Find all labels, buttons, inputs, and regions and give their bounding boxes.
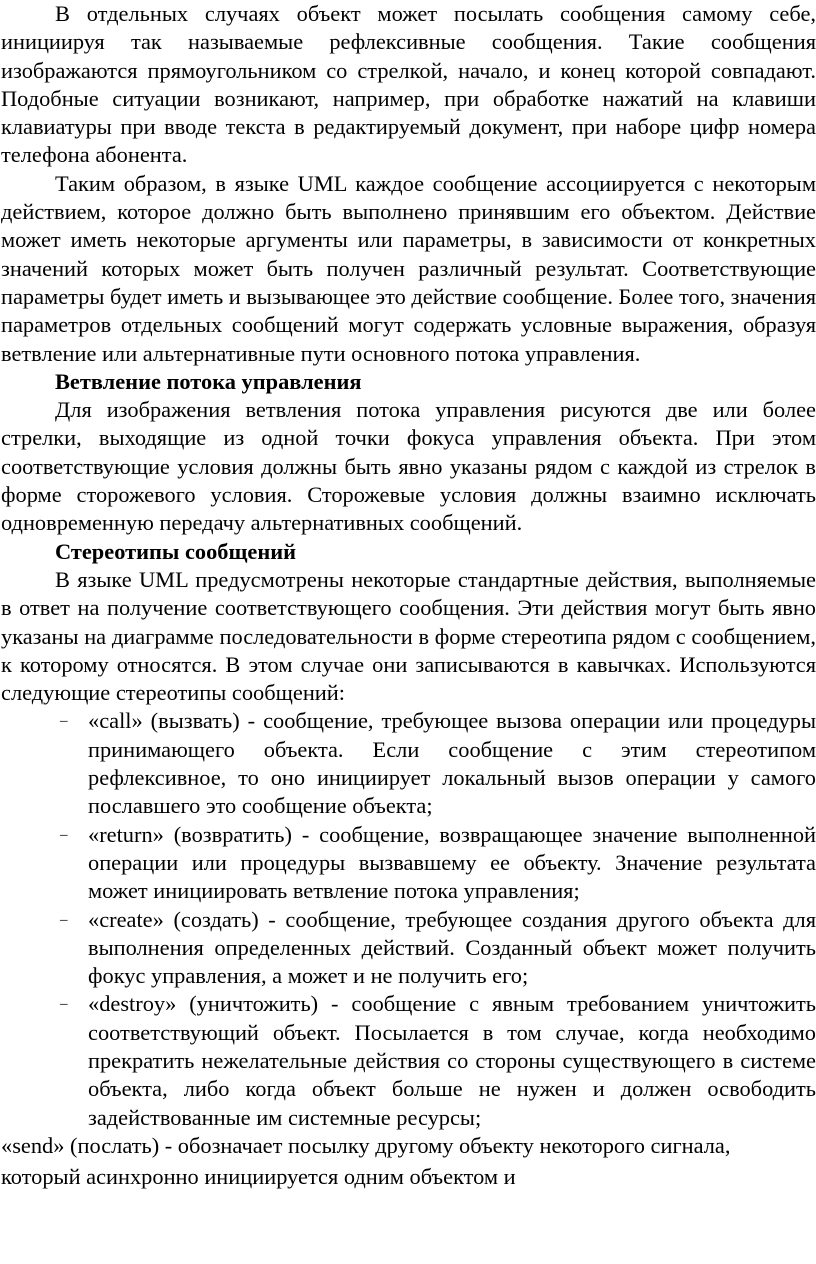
list-item-text: «destroy» (уничтожить) - сообщение с явным требованием уничтожить соответствующий объект. Посылается в том случае, когда необходимо прекратить нежелательные действия со стороны существующего в системе объекта, либо когда объект больше не нужен и должен освободить задействованные им системные ресурсы; bbox=[88, 991, 816, 1130]
list-bullet: – bbox=[60, 713, 68, 730]
paragraph-message-actions: Таким образом, в языке UML каждое сообщение ассоциируется с некоторым действием, которое должно быть выполнено принявшим его объектом. Действие может иметь некоторые аргументы или параметры, в зависимости от конкретных значений которых может быть получен различный результат. Соответствующие параметры будет иметь и вызывающее это действие сообщение. Более того, значения параметров отдельных сообщений могут содержать условные выражения, образуя ветвление или альтернативные пути основного потока управления. bbox=[1, 170, 816, 366]
list-item-destroy bbox=[1, 990, 816, 1131]
line-send-stereotype: «send» (послать) - обозначает посылку другому объекту некоторого сигнала, bbox=[1, 1132, 731, 1158]
list-item-call bbox=[1, 707, 816, 820]
list-item-text: «return» (возвратить) - сообщение, возвращающее значение выполненной операции или процедуры вызвавшему ее объекту. Значение результата может инициировать ветвление потока управления; bbox=[88, 821, 816, 904]
heading-control-flow-branching: Ветвление потока управления bbox=[55, 368, 362, 394]
list-item-return bbox=[1, 821, 816, 906]
list-bullet: – bbox=[60, 996, 68, 1013]
paragraph-branching: Для изображения ветвления потока управления рисуются две или более стрелки, выходящие из одной точки фокуса управления объекта. При этом соответствующие условия должны быть явно указаны рядом с каждой из стрелок в форме сторожевого условия. Сторожевые условия должны взаимно исключать одновременную передачу альтернативных сообщений. bbox=[1, 397, 816, 536]
stereotype-list bbox=[1, 707, 816, 1131]
paragraph-stereotypes-intro: В языке UML предусмотрены некоторые стандартные действия, выполняемые в ответ на получение соответствующего сообщения. Эти действия могут быть явно указаны на диаграмме последовательности в форме стереотипа рядом с сообщением, к которому относятся. В этом случае они записываются в кавычках. Используются следующие стереотипы сообщений: bbox=[1, 566, 816, 706]
paragraph-reflexive-messages: В отдельных случаях объект может посылать сообщения самому себе, инициируя так называемые рефлексивные сообщения. Такие сообщения изображаются прямоугольником со стрелкой, начало, и конец которой совпадают. Подобные ситуации возникают, например, при обработке нажатий на клавиши клавиатуры при вводе текста в редактируемый документ, при наборе цифр номера телефона абонента. bbox=[1, 1, 816, 168]
list-item-text: «create» (создать) - сообщение, требующее создания другого объекта для выполнения определенных действий. Созданный объект может получить фокус управления, а может и не получить его; bbox=[88, 906, 816, 989]
line-send-continuation: который асинхронно инициируется одним объектом и bbox=[1, 1164, 516, 1190]
heading-message-stereotypes: Стереотипы сообщений bbox=[55, 538, 297, 564]
list-bullet: – bbox=[60, 826, 68, 843]
list-bullet: – bbox=[60, 911, 68, 928]
list-item-create bbox=[1, 906, 816, 991]
list-item-text: «call» (вызвать) - сообщение, требующее вызова операции или процедуры принимающего объекта. Если сообщение с этим стереотипом рефлексивное, то оно инициирует локальный вызов операции у самого пославшего это сообщение объекта; bbox=[88, 708, 816, 819]
